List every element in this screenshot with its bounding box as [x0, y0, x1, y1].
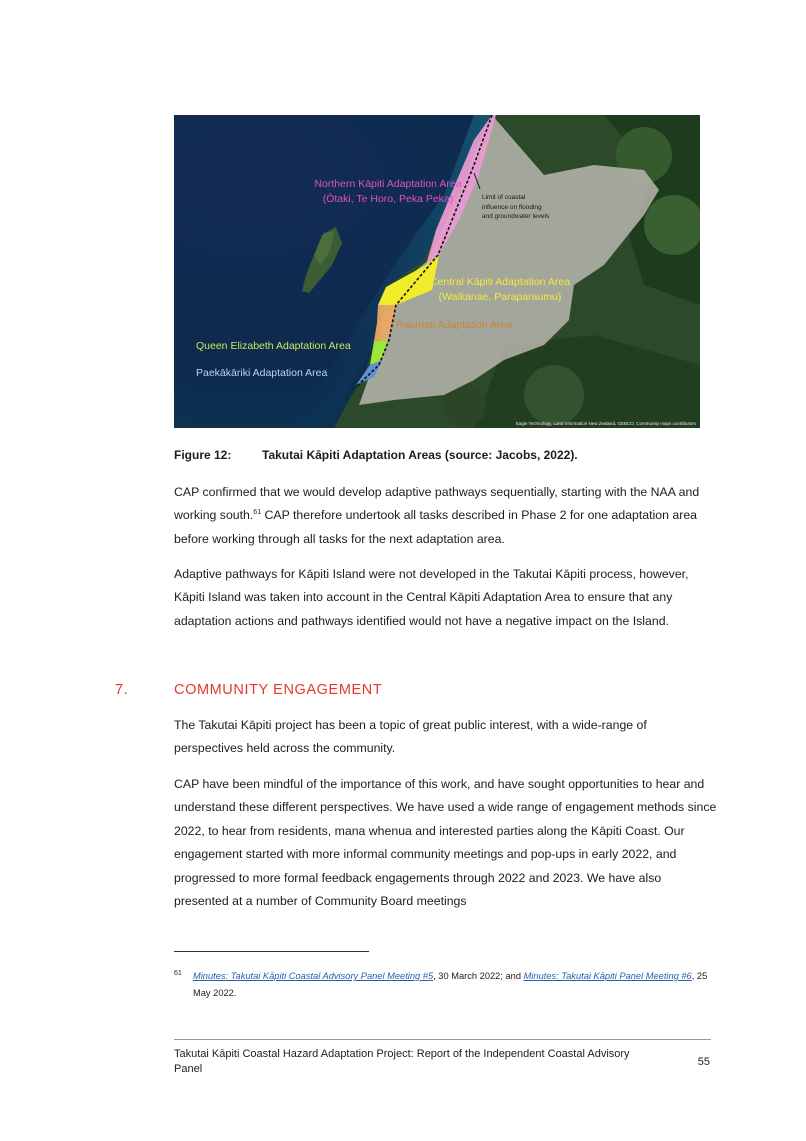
footer-title: Takutai Kāpiti Coastal Hazard Adaptation Project: Report of the Independent Coastal Advisory Panel	[174, 1048, 630, 1075]
adaptation-areas-map	[174, 115, 700, 428]
central-area-label: Central Kāpiti Adaptation Area (Waikanae, Paraparaumu)	[429, 276, 571, 303]
paekakariki-area-label: Paekākāriki Adaptation Area	[196, 367, 328, 379]
figure-title: Takutai Kāpiti Adaptation Areas (source: Jacobs, 2022).	[262, 448, 578, 462]
footnote-ref[interactable]: 61	[253, 509, 262, 517]
paragraph-engagement-methods: CAP have been mindful of the importance of this work, and have sought opportunities to hear and understand these different perspectives. We have used a wide range of engagement methods since 2022, to hear from residents, mana whenua and interested parties along the Kāpiti Coast. Our engagement started with more informal community meetings and pop-ups in early 2022, and progressed to more formal feedback engagements through 2022 and 2023. We have also presented at a number of Community Board meetings	[174, 777, 717, 909]
footnote-text	[193, 968, 714, 1002]
raumati-area-label: Raumati Adaptation Area	[396, 319, 513, 331]
paragraph-sequential-pathways	[174, 481, 719, 551]
paragraph-text: CAP confirmed that we would develop adaptive pathways sequentially, starting with the NAA and working south.	[174, 485, 700, 523]
footnote-divider	[174, 951, 369, 952]
northern-area-label: Northern Kāpiti Adaptation Area (Ōtaki, Te Horo, Peka Peka)	[314, 178, 462, 205]
footnote-text-part: , 25 May 2022.	[193, 971, 708, 998]
map-attribution: Eagle Technology, Land Information New Zealand, GEBCO, Community maps contributors	[515, 421, 696, 426]
footnote-link-meeting-6[interactable]: Minutes: Takutai Kāpiti Panel Meeting #6	[523, 971, 692, 981]
footnote-link-meeting-5[interactable]: Minutes: Takutai Kāpiti Coastal Advisory Panel Meeting #5	[193, 971, 434, 981]
footnote-text-part: , 30 March 2022; and	[433, 971, 524, 981]
figure-caption	[174, 448, 578, 462]
figure-label: Figure 12:	[174, 448, 232, 462]
coastal-limit-note: Limit of coastal influence on flooding and groundwater levels	[482, 194, 550, 220]
section-heading: COMMUNITY ENGAGEMENT	[174, 682, 383, 698]
paragraph-kapiti-island: Adaptive pathways for Kāpiti Island were not developed in the Takutai Kāpiti process, however, Kāpiti Island was taken into account in the Central Kāpiti Adaptation Area to ensure that any adaptation actions and pathways identified would not have a negative impact on the Island.	[174, 567, 689, 628]
queen-elizabeth-area-label: Queen Elizabeth Adaptation Area	[196, 340, 351, 352]
section-number: 7.	[115, 682, 129, 698]
page-number: 55	[697, 1056, 710, 1068]
paragraph-text: CAP therefore undertook all tasks described in Phase 2 for one adaptation area before working through all tasks for the next adaptation area.	[174, 508, 697, 546]
paragraph-public-interest: The Takutai Kāpiti project has been a topic of great public interest, with a wide-range of perspectives held across the community.	[174, 718, 647, 756]
footnote	[174, 968, 714, 1002]
footnote-number: 61	[174, 970, 182, 977]
footer-divider	[174, 1039, 711, 1040]
